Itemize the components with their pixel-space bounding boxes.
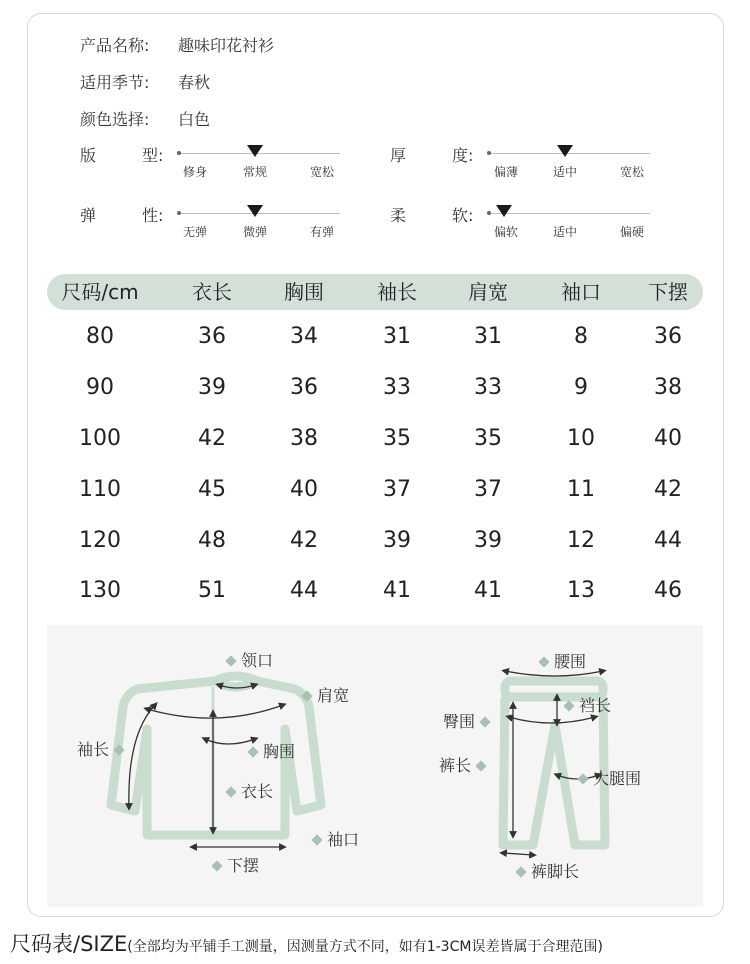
leg-opening-callout: 裤脚长 <box>511 859 579 882</box>
length-callout: 衣长 <box>221 779 273 802</box>
fit-option-2: 常规 <box>242 165 268 179</box>
table-cell: 110 <box>79 477 121 502</box>
footer-note: (全部均为平铺手工测量，因测量方式不同，如有1-3CM误差皆属于合理范围) <box>127 939 603 955</box>
table-cell: 37 <box>474 477 502 502</box>
table-cell: 36 <box>654 324 682 349</box>
table-cell: 39 <box>474 528 502 553</box>
diamond-icon <box>247 746 258 757</box>
table-cell: 37 <box>383 477 411 502</box>
thickness-scale <box>490 141 650 179</box>
fit-label: 版 型: <box>80 146 164 165</box>
fit-option-1: 修身 <box>182 165 208 179</box>
fit-option-3: 宽松 <box>309 165 335 179</box>
table-cell: 80 <box>86 324 114 349</box>
diamond-icon <box>538 656 549 667</box>
footer-title: 尺码表/SIZE <box>10 932 128 956</box>
table-cell: 41 <box>474 578 502 603</box>
chest-callout: 胸围 <box>243 739 295 762</box>
diamond-icon <box>515 866 526 877</box>
column-header: 肩宽 <box>468 280 508 304</box>
table-cell: 120 <box>79 528 121 553</box>
table-cell: 35 <box>474 426 502 451</box>
table-cell: 40 <box>654 426 682 451</box>
diamond-icon <box>211 860 222 871</box>
elasticity-option-1: 无弹 <box>182 225 208 239</box>
table-cell: 39 <box>198 375 226 400</box>
table-cell: 13 <box>567 578 595 603</box>
table-cell: 100 <box>79 426 121 451</box>
elasticity-option-2: 微弹 <box>242 225 268 239</box>
table-cell: 34 <box>290 324 318 349</box>
diamond-icon <box>301 690 312 701</box>
product-name-row <box>80 33 274 56</box>
table-cell: 31 <box>383 324 411 349</box>
thickness-option-1: 偏薄 <box>493 165 519 179</box>
table-cell: 11 <box>567 477 595 502</box>
softness-option-3: 偏硬 <box>619 225 645 239</box>
season-label: 适用季节: <box>80 73 150 92</box>
color-label: 颜色选择: <box>80 110 150 129</box>
elasticity-option-3: 有弹 <box>309 225 335 239</box>
softness-option-1: 偏软 <box>493 225 519 239</box>
table-cell: 12 <box>567 528 595 553</box>
table-cell: 38 <box>654 375 682 400</box>
diamond-icon <box>225 655 236 666</box>
table-cell: 44 <box>290 578 318 603</box>
table-cell: 48 <box>198 528 226 553</box>
hem-callout: 下摆 <box>207 853 259 876</box>
diamond-icon <box>563 700 574 711</box>
column-header: 袖口 <box>561 280 601 304</box>
table-cell: 36 <box>290 375 318 400</box>
softness-option-2: 适中 <box>552 225 578 239</box>
cuff-callout: 袖口 <box>307 827 359 850</box>
color-row <box>80 107 210 130</box>
measurement-diagram <box>47 625 703 907</box>
table-cell: 39 <box>383 528 411 553</box>
table-cell: 8 <box>574 324 588 349</box>
table-cell: 45 <box>198 477 226 502</box>
diamond-icon <box>479 716 490 727</box>
color-value: 白色 <box>178 110 211 129</box>
thigh-callout: 大腿围 <box>573 766 641 789</box>
thickness-option-3: 宽松 <box>619 165 645 179</box>
table-cell: 35 <box>383 426 411 451</box>
collar-callout: 领口 <box>221 648 273 671</box>
elasticity-indicator <box>247 205 263 217</box>
elasticity-label: 弹 性: <box>80 206 164 225</box>
column-header: 尺码/cm <box>61 280 139 304</box>
table-cell: 38 <box>290 426 318 451</box>
table-cell: 90 <box>86 375 114 400</box>
table-cell: 9 <box>574 375 588 400</box>
table-cell: 42 <box>198 426 226 451</box>
fit-scale <box>180 141 340 179</box>
softness-scale <box>490 201 650 239</box>
footer-caption <box>10 928 603 958</box>
table-cell: 42 <box>654 477 682 502</box>
column-header: 下摆 <box>648 280 688 304</box>
column-header: 衣长 <box>192 280 232 304</box>
thickness-label: 厚 度: <box>390 146 474 165</box>
table-cell: 130 <box>79 578 121 603</box>
softness-indicator <box>496 205 512 217</box>
table-cell: 41 <box>383 578 411 603</box>
pant-length-callout: 裤长 <box>439 753 491 776</box>
season-row <box>80 70 210 93</box>
thickness-option-2: 适中 <box>552 165 578 179</box>
table-cell: 51 <box>198 578 226 603</box>
table-cell: 31 <box>474 324 502 349</box>
column-header: 袖长 <box>377 280 417 304</box>
table-cell: 44 <box>654 528 682 553</box>
diamond-icon <box>475 760 486 771</box>
product-name-value: 趣味印花衬衫 <box>178 36 275 55</box>
fit-indicator <box>247 145 263 157</box>
shoulder-arrow <box>147 705 283 718</box>
softness-label: 柔 软: <box>390 206 474 225</box>
table-cell: 33 <box>474 375 502 400</box>
crotch-callout: 裆长 <box>559 693 611 716</box>
size-table-header <box>47 274 703 310</box>
table-cell: 42 <box>290 528 318 553</box>
product-name-label: 产品名称: <box>80 36 150 55</box>
waist-callout: 腰围 <box>534 649 586 672</box>
thickness-indicator <box>557 145 573 157</box>
column-header: 胸围 <box>284 280 324 304</box>
table-cell: 33 <box>383 375 411 400</box>
table-cell: 40 <box>290 477 318 502</box>
table-cell: 36 <box>198 324 226 349</box>
sleeve-callout: 袖长 <box>77 737 129 760</box>
shoulder-callout: 肩宽 <box>297 683 349 706</box>
season-value: 春秋 <box>178 73 211 92</box>
diamond-icon <box>225 786 236 797</box>
hip-callout: 臀围 <box>443 709 495 732</box>
elasticity-scale <box>180 201 340 239</box>
leg-opening-arrow <box>503 853 533 855</box>
diamond-icon <box>577 773 588 784</box>
diamond-icon <box>311 834 322 845</box>
table-cell: 46 <box>654 578 682 603</box>
diamond-icon <box>113 744 124 755</box>
table-cell: 10 <box>567 426 595 451</box>
